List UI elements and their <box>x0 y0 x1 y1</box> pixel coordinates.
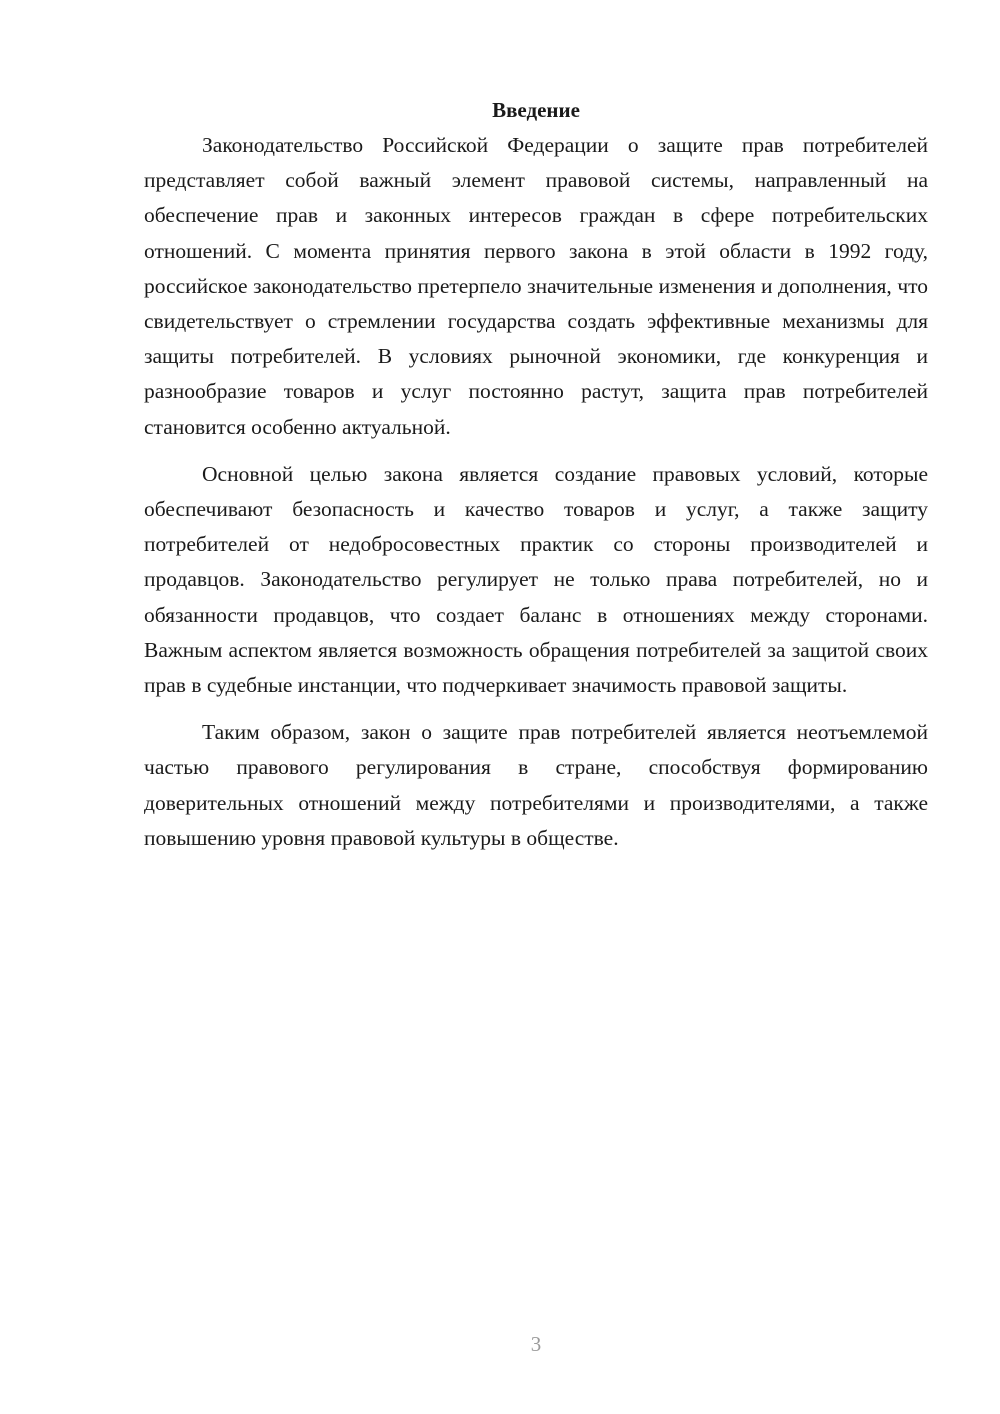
page-content <box>144 93 928 856</box>
paragraph-1: Законодательство Российской Федерации о защите прав потребителей представляет собой важный элемент правовой системы, направленный на обеспечение прав и законных интересов граждан в сфере потребительских отношений. С момента принятия первого закона в этой области в 1992 году, российское законодательство претерпело значительные изменения и дополнения, что свидетельствует о стремлении государства создать эффективные механизмы для защиты потребителей. В условиях рыночной экономики, где конкуренция и разнообразие товаров и услуг постоянно растут, защита прав потребителей становится особенно актуальной. <box>144 133 928 439</box>
paragraph-3: Таким образом, закон о защите прав потребителей является неотъемлемой частью правового регулирования в стране, способствуя формированию доверительных отношений между потребителями и производителями, а также повышению уровня правовой культуры в обществе. <box>144 720 928 850</box>
page-number: 3 <box>530 1332 542 1356</box>
paragraph-2: Основной целью закона является создание правовых условий, которые обеспечивают безопасность и качество товаров и услуг, а также защиту потребителей от недобросовестных практик со стороны производителей и продавцов. Законодательство регулирует не только права потребителей, но и обязанности продавцов, что создает баланс в отношениях между сторонами. Важным аспектом является возможность обращения потребителей за защитой своих прав в судебные инстанции, что подчеркивает значимость правовой защиты. <box>144 461 928 698</box>
section-heading: Введение <box>492 98 580 122</box>
